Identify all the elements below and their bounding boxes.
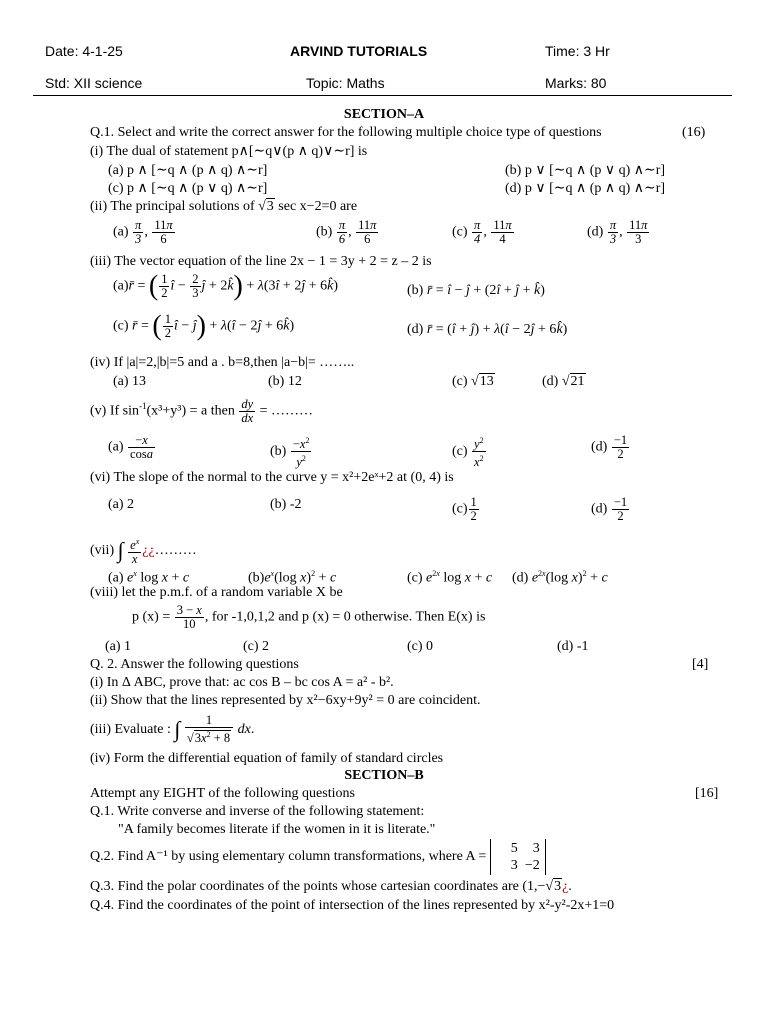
- q1-ii-option-c: (c) $\frac{\pi}{4}$ , $\frac{11\pi}{4}$: [452, 218, 512, 246]
- section-a-title: SECTION–A: [343, 107, 425, 122]
- q1-iv-option-c: (c) √13: [452, 374, 494, 389]
- q1-i-question: (i) The dual of statement p∧[∼q∨(p ∧ q)∨∼r] is: [90, 144, 368, 159]
- section-b-marks: [16]: [695, 786, 719, 801]
- q2-ii: (ii) Show that the lines represented by x²−6xy+9y² = 0 are coincident.: [90, 693, 481, 708]
- q1-i-option-a: (a) p ∧ [∼q ∧ (p ∧ q) ∧∼r]: [108, 163, 268, 178]
- q1-vii-question: (vii) ∫ $\frac{e^x}{x}$ ¿¿………: [90, 537, 197, 567]
- q1-vi-option-d: (d) $\frac{-1}{2}$: [591, 495, 628, 523]
- time-label: Time: 3 Hr: [545, 43, 610, 59]
- q1-v-option-c: (c) $\frac{y^2}{x^2}$: [452, 436, 484, 470]
- matrix-a: 5 3 3 −2: [490, 839, 546, 875]
- q1-iii-option-b: (b) r̄ = î − ĵ + (2î + ĵ + k̂): [407, 283, 545, 298]
- q1-iv-option-b: (b) 12: [268, 374, 302, 389]
- q1-viii-option-d: (d) -1: [557, 639, 589, 654]
- q1-iii-option-d: (d) r̄ = (î + ĵ) + λ(î − 2ĵ + 6k̂): [407, 322, 568, 337]
- q2-iii: (iii) Evaluate : ∫ $\frac{1}{√3x^2 + 8}$ dx.: [90, 713, 255, 746]
- q1-iii-question: (iii) The vector equation of the line 2x − 1 = 3y + 2 = z – 2 is: [90, 254, 432, 269]
- q1-viii-question: (viii) let the p.m.f. of a random variable X be: [90, 585, 343, 600]
- q1-ii-option-d: (d) $\frac{\pi}{3}$ , $\frac{11\pi}{3}$: [587, 218, 648, 246]
- q2-iv: (iv) Form the differential equation of family of standard circles: [90, 751, 444, 766]
- q1-ii-option-b: (b) $\frac{\pi}{6}$ , $\frac{11\pi}{6}$: [316, 218, 377, 246]
- q1-viii-pmf: p (x) = $\frac{3 - x}{10}$ , for -1,0,1,2 and p (x) = 0 otherwise. Then E(x) is: [132, 603, 486, 631]
- q1-iii-option-c: (c) r̄ = ( $\frac{1}{2}$ î − ĵ) + λ(î − 2ĵ + 6k̂): [113, 310, 295, 342]
- q1-vii-option-d: (d) $e^{2x}(\log$ x)$^2$ + c: [512, 569, 608, 586]
- q1-i-option-b: (b) p ∨ [∼q ∧ (p ∨ q) ∧∼r]: [505, 163, 666, 178]
- q1-v-question: (v) If $\sin^{-1}(x^3+y^3) = a$ then $\frac{dy}{dx}$ = ………: [90, 397, 314, 425]
- q1-viii-option-b: (c) 2: [243, 639, 270, 654]
- b-q1: Q.1. Write converse and inverse of the following statement:: [90, 804, 425, 819]
- q1-vii-option-a: (a) $e^x$ log x + c: [108, 569, 190, 586]
- q1-viii-option-a: (a) 1: [105, 639, 132, 654]
- q1-vi-option-b: (b) -2: [270, 497, 302, 512]
- q1-text: Q.1. Select and write the correct answer for the following multiple choice type of questions: [90, 125, 602, 140]
- q1-vii-option-b: $(b)e^x(\log$ x)$^2$ + c: [248, 569, 337, 586]
- marks-label: Marks: 80: [545, 75, 607, 91]
- header-divider: [33, 95, 732, 96]
- q1-vii-option-c: (c) $e^{2x}$ log x + c: [407, 569, 493, 586]
- b-q2: Q.2. Find A⁻¹ by using elementary column transformations, where A = 5 3 3 −2: [90, 839, 546, 875]
- q1-ii-option-a: (a) $\frac{\pi}{3}$ , $\frac{11\pi}{6}$: [113, 218, 173, 246]
- b-q3: Q.3. Find the polar coordinates of the points whose cartesian coordinates are (1,−√3¿.: [90, 879, 572, 894]
- topic-label: Topic: Maths: [306, 75, 385, 91]
- q1-vi-option-a: (a) 2: [108, 497, 135, 512]
- q1-v-option-d: (d) $\frac{-1}{2}$: [591, 433, 628, 461]
- q1-v-option-b: (b) $\frac{-x^2}{y^2}$: [270, 436, 310, 470]
- q1-marks: (16): [682, 125, 706, 140]
- q1-iv-option-d: (d) √21: [542, 374, 585, 389]
- q1-vi-option-c: (c) $\frac{1}{2}$: [452, 495, 477, 523]
- section-b-instruction: Attempt any EIGHT of the following questions: [90, 786, 355, 801]
- q1-i-option-d: (d) p ∨ [∼q ∧ (p ∧ q) ∧∼r]: [505, 181, 666, 196]
- q1-i-option-c: (c) p ∧ [∼q ∧ (p ∨ q) ∧∼r]: [108, 181, 268, 196]
- q1-iv-question: (iv) If |a|=2,|b|=5 and a . b=8,then |a−b|= ……..: [90, 355, 355, 370]
- q2-marks: [4]: [692, 657, 709, 672]
- date-label: Date: 4-1-25: [45, 43, 123, 59]
- q2-text: Q. 2. Answer the following questions: [90, 657, 299, 672]
- q1-vi-question: (vi) The slope of the normal to the curve y = x²+2eˣ+2 at (0, 4) is: [90, 470, 454, 485]
- section-b-title: SECTION–B: [344, 768, 424, 783]
- q1-ii-question: (ii) The principal solutions of √3 sec x−2=0 are: [90, 199, 358, 214]
- q1-viii-option-c: (c) 0: [407, 639, 434, 654]
- institute-name: ARVIND TUTORIALS: [290, 43, 428, 59]
- b-q1-quote: "A family becomes literate if the women in it is literate.": [118, 822, 436, 837]
- q1-iii-option-a: (a)r̄ = ( $\frac{1}{2}$ î − $\frac{2}{3}$ ĵ + 2k̂) + λ(3î + 2ĵ + 6k̂): [113, 270, 339, 302]
- q1-v-option-a: (a) $\frac{-x}{\cos a}$: [108, 433, 153, 461]
- q1-iv-option-a: (a) 13: [113, 374, 147, 389]
- b-q4: Q.4. Find the coordinates of the point of intersection of the lines represented by x²-y²-2x+1=0: [90, 898, 615, 913]
- q2-i: (i) In Δ ABC, prove that: ac cos B – bc cos A = a² - b².: [90, 675, 394, 690]
- std-label: Std: XII science: [45, 75, 143, 91]
